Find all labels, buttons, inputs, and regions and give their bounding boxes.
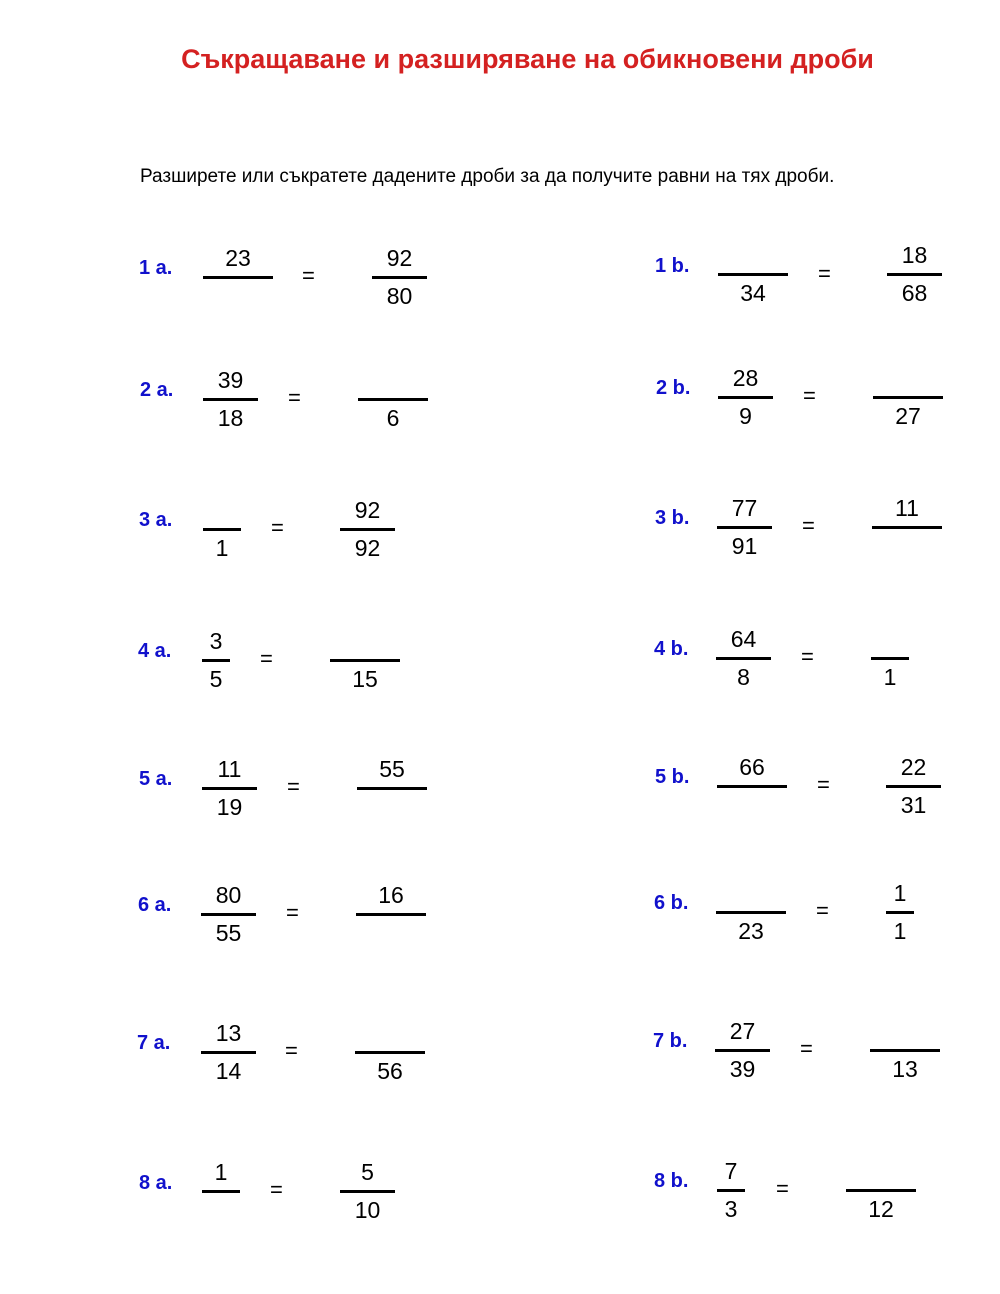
fraction-bar [718,273,788,276]
problem-label: 1 a. [139,257,173,279]
fraction-bar [718,396,773,399]
numerator: 92 [354,497,381,523]
denominator: 34 [740,280,766,306]
denominator: 10 [354,1197,381,1223]
fraction-bar [340,528,395,531]
denominator: 12 [868,1196,894,1222]
equals-sign: = [302,263,315,288]
problem-label: 6 a. [138,894,172,916]
fraction-bar [887,273,942,276]
denominator: 56 [377,1058,403,1084]
denominator: 19 [216,794,243,820]
numerator: 28 [732,365,759,391]
fraction-bar [201,913,256,916]
problem-label: 6 b. [654,892,689,914]
denominator: 9 [739,403,752,429]
denominator: 18 [217,405,244,431]
denominator: 1 [215,535,229,561]
instructions: Разширете или съкратете дадените дроби за да получите равни на тях дроби. [140,166,835,187]
problem-label: 4 b. [654,638,689,660]
denominator: 14 [215,1058,242,1084]
denominator: 31 [900,792,927,818]
problem-label: 8 a. [139,1172,173,1194]
problem-label: 7 a. [137,1032,171,1054]
problem-label: 3 b. [655,507,690,529]
numerator: 55 [379,756,405,782]
numerator: 64 [730,626,757,652]
denominator: 6 [386,405,400,431]
equals-sign: = [776,1176,789,1201]
equals-sign: = [287,774,300,799]
equals-sign: = [817,772,830,797]
numerator: 23 [225,245,251,271]
denominator: 92 [354,535,381,561]
numerator: 80 [215,882,242,908]
equals-sign: = [285,1038,298,1063]
problem-label: 7 b. [653,1030,688,1052]
numerator: 22 [900,754,927,780]
numerator: 16 [378,882,404,908]
fraction-bar [372,276,427,279]
denominator: 23 [738,918,764,944]
denominator: 8 [737,664,750,690]
problem-label: 1 b. [655,255,690,277]
fraction-bar [846,1189,916,1192]
equals-sign: = [260,646,273,671]
denominator: 91 [731,533,758,559]
denominator: 1 [893,918,907,944]
numerator: 1 [893,880,907,906]
fraction-bar [717,785,787,788]
fraction-bar [357,787,427,790]
problem-label: 5 a. [139,768,173,790]
numerator: 11 [895,495,919,521]
fraction-bar [202,659,230,662]
fraction-bar [886,911,914,914]
denominator: 1 [883,664,897,690]
numerator: 13 [215,1020,242,1046]
fraction-bar [201,1051,256,1054]
equals-sign: = [818,261,831,286]
fraction-bar [716,657,771,660]
equals-sign: = [802,513,815,538]
fraction-bar [203,528,241,531]
fraction-bar [340,1190,395,1193]
numerator: 5 [361,1159,374,1185]
denominator: 55 [215,920,242,946]
problem-label: 8 b. [654,1170,689,1192]
fraction-bar [717,1189,745,1192]
fraction-bar [717,526,772,529]
equals-sign: = [801,644,814,669]
numerator: 18 [901,242,928,268]
denominator: 27 [895,403,921,429]
fraction-bar [870,1049,940,1052]
numerator: 7 [724,1158,738,1184]
equals-sign: = [286,900,299,925]
problem-label: 2 a. [140,379,174,401]
denominator: 5 [209,666,223,692]
equals-sign: = [816,898,829,923]
fraction-bar [202,787,257,790]
numerator: 11 [217,756,242,782]
numerator: 39 [217,367,244,393]
denominator: 39 [729,1056,756,1082]
denominator: 15 [352,666,378,692]
equals-sign: = [271,515,284,540]
numerator: 3 [209,628,223,654]
fraction-bar [886,785,941,788]
numerator: 27 [729,1018,756,1044]
page-title: Съкращаване и разширяване на обикновени дроби [181,44,874,74]
equals-sign: = [800,1036,813,1061]
numerator: 77 [731,495,758,521]
fraction-bar [872,526,942,529]
fraction-bar [330,659,400,662]
numerator: 66 [739,754,765,780]
equals-sign: = [288,385,301,410]
denominator: 13 [892,1056,918,1082]
fraction-bar [873,396,943,399]
fraction-bar [355,1051,425,1054]
fraction-bar [871,657,909,660]
equals-sign: = [270,1177,283,1202]
equals-sign: = [803,383,816,408]
problem-label: 4 a. [138,640,172,662]
denominator: 3 [724,1196,738,1222]
denominator: 68 [901,280,928,306]
problem-label: 5 b. [655,766,690,788]
fraction-bar [716,911,786,914]
problem-label: 3 a. [139,509,173,531]
fraction-bar [203,398,258,401]
denominator: 80 [386,283,413,309]
fraction-bar [203,276,273,279]
problem-label: 2 b. [656,377,691,399]
fraction-bar [202,1190,240,1193]
fraction-bar [356,913,426,916]
numerator: 92 [386,245,413,271]
numerator: 1 [214,1159,228,1185]
fraction-bar [715,1049,770,1052]
fraction-bar [358,398,428,401]
